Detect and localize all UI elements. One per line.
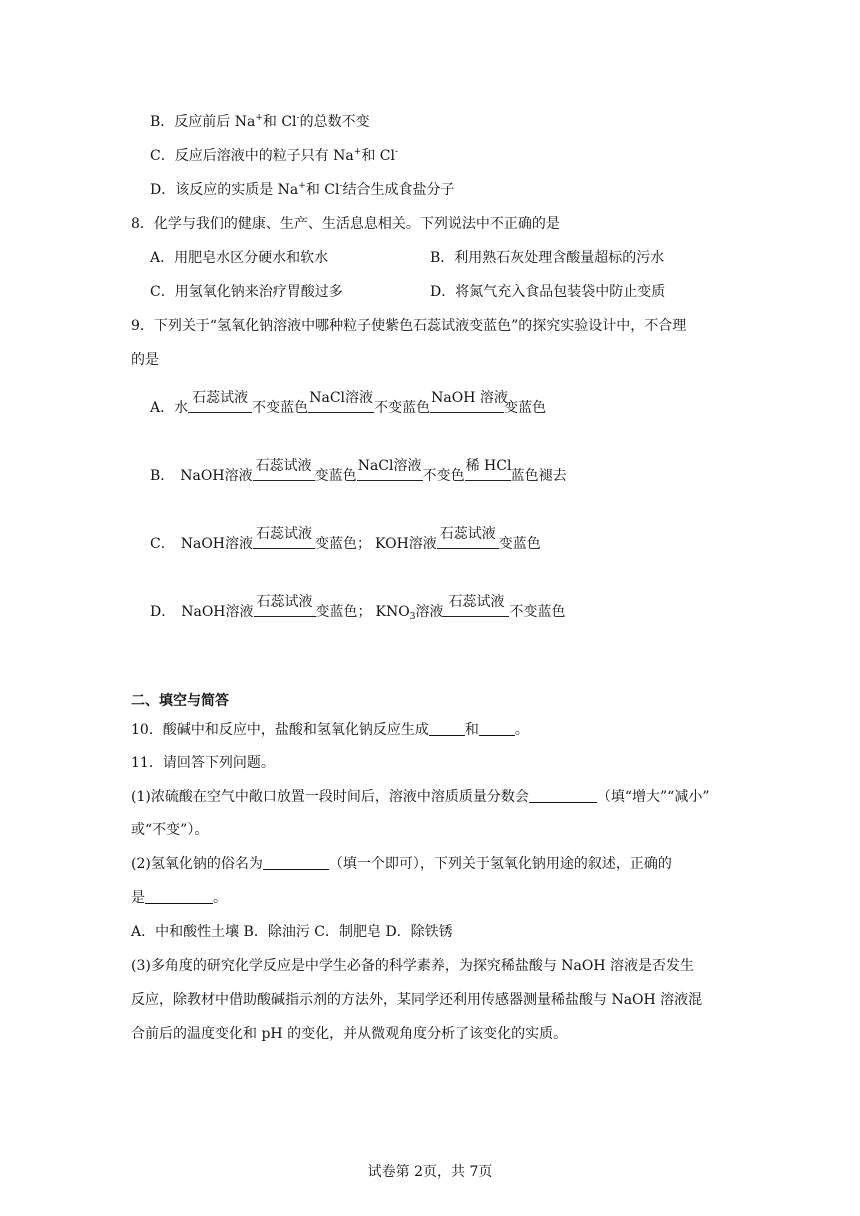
q11-part3-line2: 反应，除教材中借助酸碱指示剂的方法外，某同学还利用传感器测量稀盐酸与 NaOH 溶液混 [131, 992, 703, 1008]
q7-option-d [150, 180, 455, 200]
arrow-label: 石蕊试液 [439, 526, 496, 542]
reaction-arrow [188, 390, 252, 416]
reaction-arrow [465, 458, 512, 484]
text: 结合生成食盐分子 [342, 182, 455, 198]
q8-option-a: A．用肥皂水区分硬水和软水 [150, 250, 329, 266]
answer-blank [145, 889, 213, 904]
subscript: 3 [409, 612, 416, 622]
text: 是 [131, 890, 145, 906]
q7-option-c [150, 146, 398, 166]
q11-part3-line3: 合前后的温度变化和 pH 的变化，并从微观角度分析了该变化的实质。 [131, 1026, 568, 1042]
text: NaOH溶液 [181, 604, 254, 620]
q9-option-b [150, 458, 567, 486]
text: 。 [213, 890, 227, 906]
q11-part3-line1: (3)多角度的研究化学反应是中学生必备的科学素养，为探究稀盐酸与 NaOH 溶液是否发生 [131, 958, 695, 974]
option-label: D． [150, 604, 176, 620]
q9-stem-line2: 的是 [131, 352, 159, 368]
q11-stem: 11．请回答下列问题。 [131, 755, 275, 771]
option-label: C． [150, 536, 175, 552]
text: 变蓝色 [504, 400, 547, 416]
text: 变蓝色； [315, 536, 372, 552]
answer-blank [529, 788, 597, 803]
arrow-label: 稀 HCl [465, 458, 512, 474]
text: (2)氢氧化钠的俗名为 [131, 856, 263, 872]
q11-part1-line1 [131, 787, 709, 807]
text: 和 Cl [361, 148, 395, 164]
q11-part2-line1 [131, 854, 672, 874]
text: 溶液 [415, 604, 444, 620]
superscript: - [296, 113, 300, 123]
arrow-label: 石蕊试液 [255, 458, 312, 474]
text: 不变蓝色 [374, 400, 431, 416]
text: KNO [375, 604, 410, 620]
q9-option-a [150, 390, 547, 418]
text: 和 Cl [262, 114, 297, 130]
reaction-arrow [357, 458, 423, 484]
answer-blank [263, 855, 329, 870]
superscript: - [339, 181, 343, 191]
text: 。 [514, 722, 529, 738]
section-heading: 二、填空与简答 [131, 693, 229, 709]
text: （填一个即可），下列关于氢氧化钠用途的叙述，正确的 [328, 856, 672, 872]
text: 和 Cl [305, 182, 340, 198]
option-label: B． [150, 468, 175, 484]
text: 不变蓝色 [252, 400, 309, 416]
text: 变蓝色； [315, 604, 372, 620]
text: (1)浓硫酸在空气中敞口放置一段时间后，溶液中溶质质量分数会 [131, 789, 529, 805]
arrow-label: NaCl溶液 [357, 458, 422, 474]
text: 蓝色褪去 [510, 468, 567, 484]
reaction-arrow [253, 458, 315, 484]
text: 的总数不变 [299, 114, 370, 130]
reaction-arrow [430, 390, 508, 416]
text: 变蓝色 [314, 468, 357, 484]
option-label: A． [150, 400, 175, 416]
q8-stem: 8．化学与我们的健康、生产、生活息息相关。下列说法中不正确的是 [131, 216, 560, 232]
text: （填“增大”“减小” [596, 789, 710, 805]
superscript: - [394, 147, 398, 157]
answer-blank [429, 721, 465, 736]
reaction-arrow [437, 526, 499, 552]
reaction-arrow [308, 390, 374, 416]
superscript: + [353, 147, 362, 157]
arrow-label: 石蕊试液 [448, 594, 505, 610]
text: 10．酸碱中和反应中，盐酸和氢氧化钠反应生成 [131, 722, 429, 738]
text: 不变色 [422, 468, 465, 484]
arrow-label: 石蕊试液 [192, 390, 249, 406]
arrow-label: NaOH 溶液 [431, 390, 508, 406]
q9-option-c [150, 526, 541, 554]
q9-stem-line1: 9．下列关于“氢氧化钠溶液中哪种粒子使紫色石蕊试液变蓝色”的探究实验设计中，不合理 [131, 318, 687, 334]
reaction-arrow [254, 594, 316, 620]
arrow-label: 石蕊试液 [256, 526, 313, 542]
q8-option-c: C．用氢氧化钠来治疗胃酸过多 [150, 284, 343, 300]
text: C．反应后溶液中的粒子只有 Na [150, 148, 354, 164]
arrow-label: NaCl溶液 [309, 390, 374, 406]
q11-options: A．中和酸性土壤 B．除油污 C．制肥皂 D．除铁锈 [131, 924, 453, 940]
superscript: + [255, 113, 263, 123]
text: NaOH溶液 [180, 468, 253, 484]
answer-blank [479, 721, 515, 736]
page-footer: 试卷第 2页，共 7页 [367, 1164, 493, 1180]
text: D．该反应的实质是 Na [150, 182, 299, 198]
reaction-arrow [253, 526, 315, 552]
text: 变蓝色 [498, 536, 541, 552]
q11-part2-line2 [131, 888, 227, 908]
superscript: + [298, 181, 306, 191]
q7-option-b [150, 112, 370, 132]
text: 不变蓝色 [509, 604, 566, 620]
text: 和 [464, 722, 479, 738]
q8-option-d: D．将氮气充入食品包装袋中防止变质 [430, 284, 666, 300]
reaction-arrow [443, 594, 509, 620]
arrow-label: 石蕊试液 [256, 594, 313, 610]
text: 水 [174, 400, 189, 416]
q10 [131, 720, 529, 740]
q11-part1-line2: 或“不变”）。 [131, 822, 209, 838]
q8-option-b: B．利用熟石灰处理含酸量超标的污水 [430, 250, 665, 266]
q9-option-d [150, 594, 566, 622]
text: KOH溶液 [375, 536, 437, 552]
text: B．反应前后 Na [150, 114, 256, 130]
text: NaOH溶液 [180, 536, 254, 552]
